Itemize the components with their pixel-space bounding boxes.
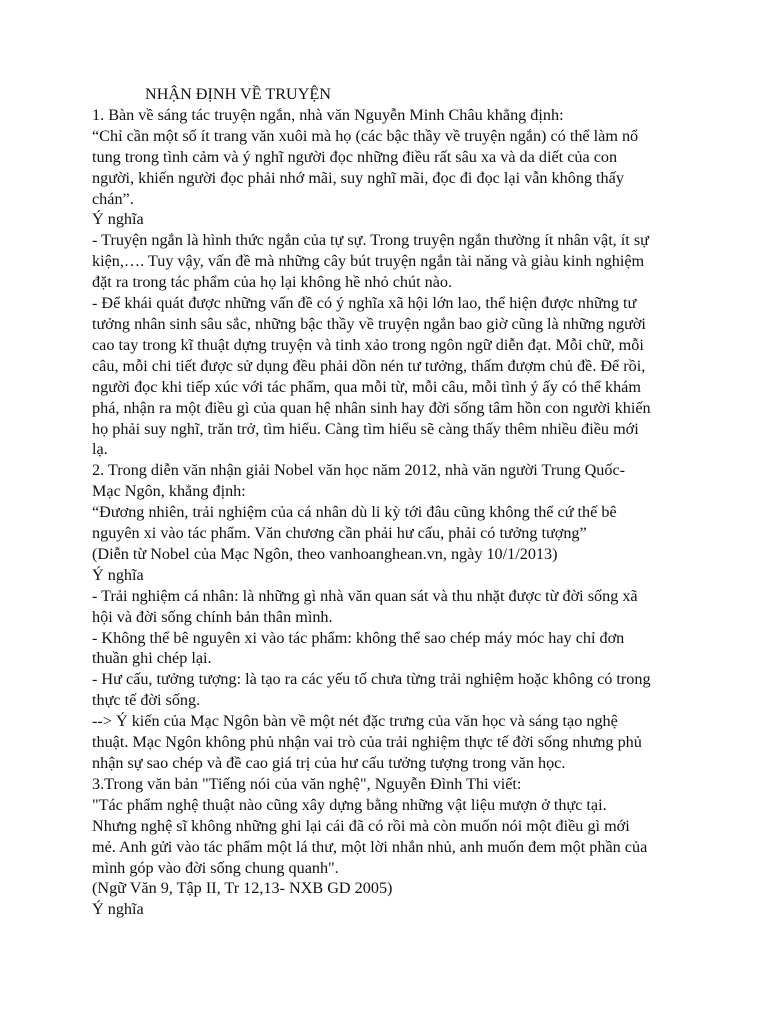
text-line: “Chỉ cần một số ít trang văn xuôi mà họ (các bậc thầy về truyện ngắn) có thể làm nổ (92, 126, 639, 145)
text-line: thuật. Mạc Ngôn không phủ nhận vai trò của trải nghiệm thực tế đời sống nhưng phủ (92, 733, 642, 752)
text-line: chán”. (92, 189, 134, 208)
text-line: (Ngữ Văn 9, Tập II, Tr 12,13- NXB GD 2005) (92, 879, 393, 898)
text-line: cao tay trong kĩ thuật dựng truyện và tinh xảo trong ngôn ngữ diễn đạt. Mỗi chữ, mỗi (92, 335, 644, 354)
text-line: hội và đời sống chính bản thân mình. (92, 607, 333, 626)
text-line: thuần ghi chép lại. (92, 649, 212, 668)
text-line: 2. Trong diễn văn nhận giải Nobel văn học năm 2012, nhà văn người Trung Quốc- (92, 461, 626, 480)
text-line: họ phải suy nghĩ, trăn trở, tìm hiểu. Càng tìm hiểu sẽ càng thấy thêm nhiều điều mới (92, 419, 639, 438)
text-line: câu, mỗi chi tiết được sử dụng đều phải dồn nén tư tưởng, thấm đượm chủ đề. Để rồi, (92, 356, 646, 375)
text-line: Mạc Ngôn, khẳng định: (92, 482, 246, 501)
text-line: mẻ. Anh gửi vào tác phẩm một lá thư, một lời nhắn nhủ, anh muốn đem một phần của (92, 837, 648, 856)
text-line: đặt ra trong tác phẩm của họ lại không hề nhỏ chút nào. (92, 273, 453, 292)
text-line: nhận sự sao chép và đề cao giá trị của hư cấu tưởng tượng trong văn học. (92, 754, 566, 772)
document-page (92, 84, 682, 920)
text-line: người, khiến người đọc phải nhớ mãi, suy nghĩ mãi, đọc đi đọc lại vẫn không thấy (92, 168, 624, 187)
document-title: NHẬN ĐỊNH VỀ TRUYỆN (145, 85, 331, 103)
text-line: - Để khái quát được những vấn đề có ý nghĩa xã hội lớn lao, thể hiện được những tư (92, 294, 637, 313)
text-line: - Không thể bê nguyên xi vào tác phẩm: không thể sao chép máy móc hay chỉ đơn (92, 628, 625, 647)
text-line: “Đương nhiên, trải nghiệm của cá nhân dù li kỳ tới đâu cũng không thể cứ thế bê (92, 503, 617, 522)
text-line: 3.Trong văn bản "Tiếng nói của văn nghệ", Nguyễn Đình Thi viết: (92, 774, 522, 793)
text-line: Ý nghĩa (92, 900, 144, 919)
text-line: phá, nhận ra một điều gì của quan hệ nhân sinh hay đời sống tâm hồn con người khiến (92, 398, 651, 417)
text-line: nguyên xi vào tác phẩm. Văn chương cần phải hư cấu, phải có tưởng tượng” (92, 524, 587, 543)
text-line: (Diễn từ Nobel của Mạc Ngôn, theo vanhoanghean.vn, ngày 10/1/2013) (92, 544, 558, 563)
text-line: - Truyện ngắn là hình thức ngắn của tự sự. Trong truyện ngắn thường ít nhân vật, ít sự (92, 231, 649, 250)
text-line: Nhưng nghệ sĩ không những ghi lại cái đã có rồi mà còn muốn nói một điều gì mới (92, 816, 630, 835)
text-line: kiện,…. Tuy vậy, vấn đề mà những cây bút truyện ngắn tài năng và giàu kinh nghiệm (92, 252, 645, 271)
text-line: --> Ý kiến của Mạc Ngôn bàn về một nét đặc trưng của văn học và sáng tạo nghệ (92, 712, 618, 731)
text-line: mình góp vào đời sống chung quanh". (92, 858, 339, 877)
document-body (92, 105, 682, 920)
text-line: - Hư cấu, tưởng tượng: là tạo ra các yếu tố chưa từng trải nghiệm hoặc không có trong (92, 670, 651, 689)
text-line: 1. Bàn về sáng tác truyện ngắn, nhà văn Nguyễn Minh Châu khẳng định: (92, 105, 564, 124)
text-line: Ý nghĩa (92, 210, 144, 229)
text-line: "Tác phẩm nghệ thuật nào cũng xây dựng bằng những vật liệu mượn ở thực tại. (92, 795, 607, 814)
text-line: người đọc khi tiếp xúc với tác phẩm, qua mỗi từ, mỗi câu, mỗi tình ý ấy có thể khám (92, 377, 641, 396)
text-line: thực tế đời sống. (92, 691, 201, 710)
text-line: - Trải nghiệm cá nhân: là những gì nhà văn quan sát và thu nhặt được từ đời sống xã (92, 586, 638, 605)
text-line: lạ. (92, 440, 108, 459)
text-line: tưởng nhân sinh sâu sắc, những bậc thầy về truyện ngắn bao giờ cũng là những người (92, 314, 646, 333)
text-line: tung trong tình cảm và ý nghĩ người đọc những điều rất sâu xa và da diết của con (92, 147, 618, 166)
text-line: Ý nghĩa (92, 565, 144, 584)
